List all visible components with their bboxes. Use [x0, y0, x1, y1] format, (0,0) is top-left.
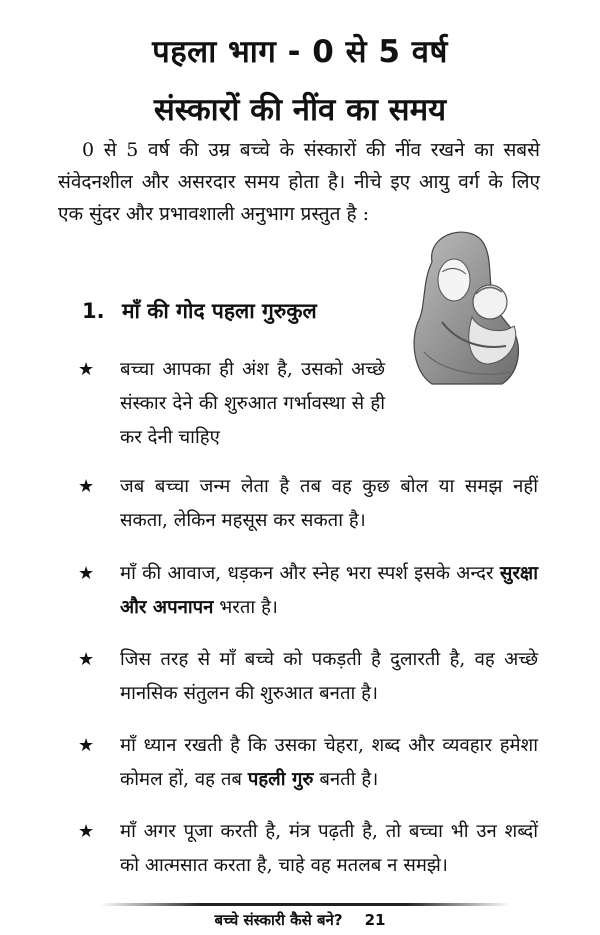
list-item-text: जब बच्चा जन्म लेता है तब वह कुछ बोल या समझ नहीं सकता, लेकिन महसूस कर सकता है। — [120, 476, 538, 531]
emphasis-text: सुरक्षा और अपनापन — [120, 563, 538, 618]
emphasis-text: पहली गुरु — [247, 769, 314, 790]
intro-paragraph — [58, 134, 540, 230]
star-icon: ★ — [78, 821, 95, 842]
list-item-text: बच्चा आपका ही अंश है, उसको अच्छे संस्कार देने की शुरुआत गर्भावस्था से ही कर देनी चाहिए — [120, 359, 385, 448]
star-icon: ★ — [78, 563, 95, 584]
list-item-text: माँ अगर पूजा करती है, मंत्र पढ़ती है, तो बच्चा भी उन शब्दों को आत्मसात करता है, चाहे वह मतलब न समझे। — [120, 821, 538, 876]
star-icon: ★ — [78, 649, 95, 670]
list-item-text: माँ की आवाज, धड़कन और स्नेह भरा स्पर्श इसके अन्दर सुरक्षा और अपनापन भरता है। — [120, 563, 538, 618]
star-icon: ★ — [78, 476, 95, 497]
page-title: पहला भाग - 0 से 5 वर्ष — [152, 34, 448, 70]
section-number: 1. — [82, 299, 105, 323]
section-heading — [82, 297, 317, 325]
star-icon: ★ — [78, 735, 95, 756]
star-icon: ★ — [78, 359, 95, 380]
page-subtitle: संस्कारों की नींव का समय — [153, 92, 447, 128]
list-item-text: माँ ध्यान रखती है कि उसका चेहरा, शब्द और व्यवहार हमेशा कोमल हों, वह तब पहली गुरु बनती है। — [120, 735, 538, 790]
page-footer — [0, 910, 600, 930]
mother-child-illustration — [402, 222, 534, 390]
section-heading-text: माँ की गोद पहला गुरुकुल — [122, 299, 317, 323]
footer-divider — [100, 903, 510, 906]
intro-text: 0 से 5 वर्ष की उम्र बच्चे के संस्कारों की नींव रखने का सबसे संवेदनशील और असरदार समय होता है। नीचे इए आयु वर्ग के लिए एक सुंदर और प्रभावशाली अनुभाग प्रस्तुत है : — [58, 139, 540, 225]
footer-book-title: बच्चे संस्कारी कैसे बने? — [214, 911, 343, 929]
page-number: 21 — [364, 911, 386, 929]
list-item-text: जिस तरह से माँ बच्चे को पकड़ती है दुलारती है, वह अच्छे मानसिक संतुलन की शुरुआत बनता है। — [120, 649, 538, 704]
